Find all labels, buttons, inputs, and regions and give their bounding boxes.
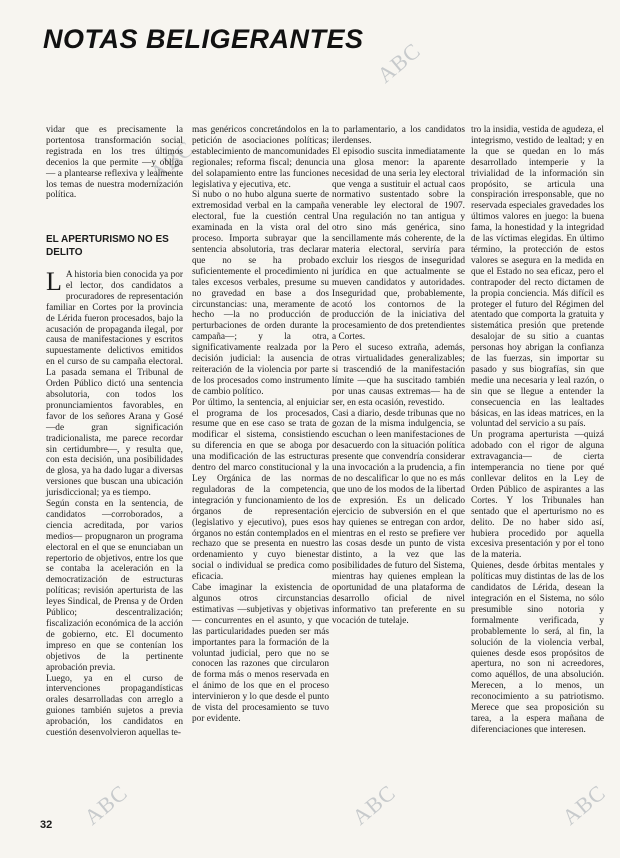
paragraph: tro la insidia, vestida de agudeza, el integrismo, vestido de lealtad; y en la que se quedan en lo más desarrollado intemperie y la trivialidad de la información sin propósito, se articula una conspiración irresponsable, que no reservada especiales gravedades los últimos valores en juego: la buena fama, la honestidad y la integridad de las víctimas elegidas. En último término, la protección de estos valores se asegura en la medida en que el Estado no sea eficaz, pero el contrapoder del recto dictamen de la propia conciencia. Más difícil es proteger el futuro del Régimen del atentado que comporta la gratuita y sistemática presión que pretende desalojar de su sitio a cuantas personas hoy abrigan la confianza de las fuerzas, sin importar su pasado y sus biografías, sin que medie una necesaria y leal razón, o sin que se llegue a entender la consecuencia en las lealtades básicas, en las ideas matrices, en la voluntad del servicio a su país. [471, 125, 604, 430]
paragraph: El episodio suscita inmediatamente una glosa menor: la aparente necesidad de una seria ley electoral que venga a sustituir el actual caos normativo sustentado sobre la venerable ley electoral de 1907. Una regulación no tan antigua y otro sino más genérica, sino sencillamente más coherente, de la materia electoral, serviría para excluir los riesgos de inseguridad jurídica en que actualmente se mueven candidatos y autoridades. Inseguridad que, probablemente, acotó los contornos de la producción de la iniciativa del procesamiento de dos pretendientes a Cortes. [332, 146, 465, 343]
abc-watermark: ABC [557, 779, 611, 830]
column-1 [46, 125, 183, 201]
drop-cap: L [46, 267, 62, 296]
paragraph: Según consta en la sentencia, de candidatos —corroborados, a ciencia acreditada, por varios medios— propugnaron un programa electoral en el que se enunciaban un repertorio de objetivos, entre los que se contaba la aceleración en la democratización de estructuras políticas; revisión aperturista de las leyes Sindical, de Prensa y de Orden Público; descentralización; fiscalización económica de la acción de gobierno, etc. El documento impreso en que se contenían los objetivos de la pertinente aprobación previa. [46, 499, 183, 673]
section-subheading: EL APERTURISMO NO ES DELITO [46, 234, 169, 258]
column-3 [332, 125, 465, 627]
paragraph: Cabe imaginar la existencia de algunos otros circunstancias estimativas —subjetivas y objetivas— concurrentes en el asunto, y que las particularidades pueden ser más importantes para la formación de la voluntad judicial, pero que no se conocen las razones que circularon de forma más o menos reservada en el ánimo de los que en el proceso intervinieron y lo que desde el punto de vista del procesamiento se tuvo por evidente. [192, 583, 329, 724]
abc-watermark: ABC [79, 779, 133, 830]
paragraph: to parlamentario, a los candidatos ilerdenses. [332, 125, 465, 146]
paragraph: Quienes, desde órbitas mentales y políticas muy distintas de las de los candidatos de Lérida, desean la integración en el Sistema, no sólo presumible sino notoria y formalmente verificada, y probablemente lo será, al fin, la solución de la violencia verbal, quienes desde esos propósitos de apertura, no son ni acreedores, como aquéllos, de una absolución. Merecen, a lo menos, un reconocimiento a su patriotismo. Merece que sea proposición su tarea, a la espera mañana de diferenciaciones que interesen. [471, 561, 604, 735]
paragraph: Casi a diario, desde tribunas que no gozan de la misma indulgencia, se escuchan o leen manifestaciones de desacuerdo con la situación política presente que convendría considerar una invocación a la prudencia, a fin de no descalificar lo que no es más que uno de los modos de la libertad de expresión. Es un delicado ejercicio de subversión en el que hay quienes se entregan con ardor, mientras en el resto se prefiere ver las cosas desde un punto de vista distinto, a la vez que las posibilidades de futuro del Sistema, mientras hay quienes emplean la oportunidad de una plataforma de desarrollo oficial de nivel informativo tan preferente en su vocación de tutelaje. [332, 408, 465, 626]
column-4 [471, 125, 604, 736]
paragraph: mas genéricos concretándolos en la petición de asociaciones políticas; establecimiento de mancomunidades regionales; reforma fiscal; denuncia del solapamiento entre las funciones legislativa y ejecutiva, etc. [192, 125, 329, 190]
paragraph: Pero el suceso extraña, además, otras virtualidades generalizables; si trascendió de la manifestación límite —que ha suscitado también por unas causas extremas— ha de ser, en esta ocasión, revestido. [332, 343, 465, 408]
article-title: NOTAS BELIGERANTES [43, 24, 364, 54]
abc-watermark: ABC [347, 779, 401, 830]
paragraph: vidar que es precisamente la portentosa transformación social registrada en los tres últimos decenios la que permite —y obliga— a plantearse reflexiva y lealmente los temas de nuestra modernización política. [46, 125, 183, 201]
paragraph: Luego, ya en el curso de intervenciones propagandísticas orales desarrolladas con arreglo a guiones también sujetos a previa aprobación, los candidatos en cuestión desenvolvieron aquellas te- [46, 673, 183, 739]
page-number: 32 [40, 819, 53, 831]
column-2 [192, 125, 329, 725]
paragraph: Si nubo o no hubo alguna suerte de extremosidad verbal en la campaña electoral, fue la cuestión central examinada en la vista oral del proceso. Importa subrayar que la sentencia absolutoria, tras declarar que no se ha probado suficientemente el procedimiento ni tales excesos verbales, presume su no gravedad en base a dos circunstancias: una, meramente de hecho —la no producción de perturbaciones de orden durante la campaña—; y la otra, significativamente realzada por la decisión judicial: la ausencia de reiteración de la violencia por parte de los procesados como instrumento de cambio político. [192, 190, 329, 397]
paragraph: Por último, la sentencia, al enjuiciar el programa de los procesados, resume que en ese caso se trata de modificar el sistema, consistiendo su diferencia en que se aboga por una modificación de las estructuras dentro del marco constitucional y la Ley Orgánica de las normas reguladoras de la competencia, integración y funcionamiento de los órganos de representación (legislativo y ejecutivo), pues esos órganos no están contemplados en el rechazo que se presenta en nuestro ordenamiento y cuyo bienestar social o individual se predica como eficacia. [192, 397, 329, 583]
paragraph: L A historia bien conocida ya por el lector, dos candidatos a procuradores de representación familiar en Cortes por la provincia de Lérida fueron procesados, bajo la acusación de propaganda ilegal, por causa de manifestaciones y escritos supuestamente delictivos emitidos en el curso de su campaña electoral. La pasada semana el Tribunal de Orden Público dictó una sentencia absolutoria, con todos los pronunciamientos favorables, en favor de los señores Arana y Gosé —de gran significación tradicionalista, me parece recordar sin certidumbre—, y resulta que, con esta decisión, una posibilidades de glosa, ya ha dado lugar a diversas versiones que buscan una ubicación jurisdiccional; ya es tiempo. [46, 267, 183, 499]
column-1-body [46, 267, 183, 739]
paragraph: Un programa aperturista —quizá adobado con el rigor de alguna extravagancia— de cierta intemperancia no tiene por qué conllevar delitos en la Ley de Orden Público de aspirantes a las Cortes. Y los Tribunales han sentado que el aperturismo no es delito. De no haber sido así, hubiera procedido por aquella excesiva presentación y por el tono de la materia. [471, 430, 604, 561]
abc-watermark: ABC [372, 37, 426, 88]
abc-watermark: ABC [145, 135, 199, 186]
